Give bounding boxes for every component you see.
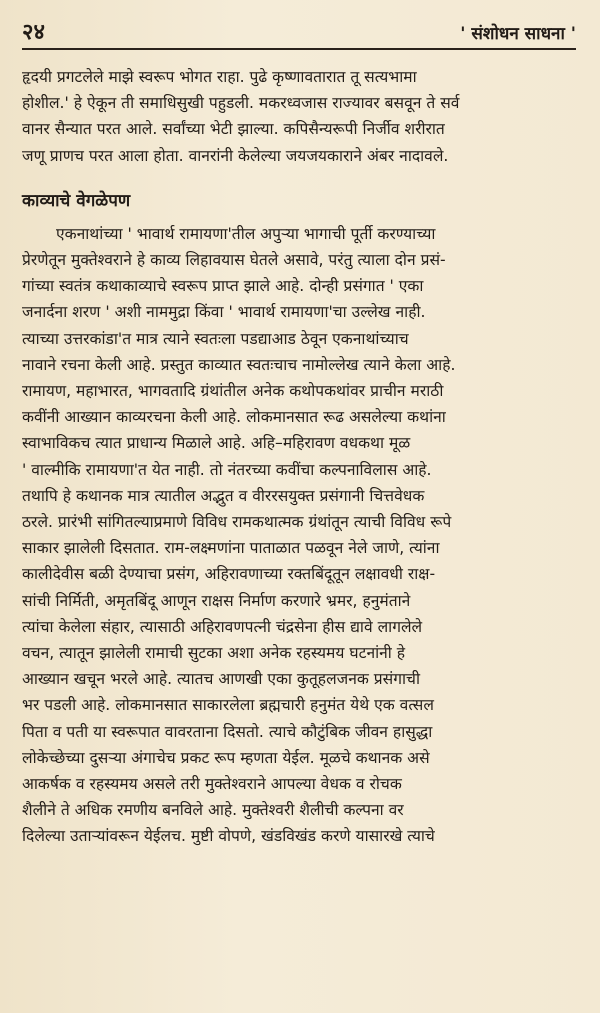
section-heading: काव्याचे वेगळेपण (22, 190, 131, 211)
text-line: तथापि हे कथानक मात्र त्यातील अद्भुत व वीररसयुक्त प्रसंगानी चित्तवेधक (22, 486, 425, 505)
text-line: होशील.' हे ऐकून ती समाधिसुखी पहुडली. मकरध्वजास राज्यावर बसवून ते सर्व (22, 94, 460, 113)
text-line: एकनाथांच्या ' भावार्थ रामायणा'तील अपुऱ्या भागाची पूर्ती करण्याच्या (56, 224, 436, 243)
text-line: त्याच्या उत्तरकांडा'त मात्र त्याने स्वतःला पडद्याआड ठेवून एकनाथांच्याच (22, 329, 409, 348)
text-line: रामायण, महाभारत, भागवतादि ग्रंथांतील अनेक कथोपकथांवर प्राचीन मराठी (22, 382, 444, 401)
text-line: दिलेल्या उताऱ्यांवरून येईलच. मुष्टी वोपणे, खंडविखंड करणे यासारखे त्याचे (22, 827, 435, 846)
text-line: शैलीने ते अधिक रमणीय बनविले आहे. मुक्तेश्वरी शैलीची कल्पना वर (22, 801, 404, 820)
text-line: नावाने रचना केली आहे. प्रस्तुत काव्यात स्वतःचाच नामोल्लेख त्याने केला आहे. (22, 355, 456, 374)
running-title: ' संशोधन साधना ' (460, 24, 576, 44)
page-header (22, 14, 576, 50)
text-line: प्रेरणेतून मुक्तेश्वराने हे काव्य लिहावयास घेतले असावे, परंतु त्याला दोन प्रसं- (22, 251, 446, 270)
text-line: जनार्दना शरण ' अशी नाममुद्रा किंवा ' भावार्थ रामायणा'चा उल्लेख नाही. (22, 303, 426, 322)
page-number: २४ (22, 20, 45, 45)
text-line: आकर्षक व रहस्यमय असले तरी मुक्तेश्वराने आपल्या वेधक व रोचक (22, 775, 402, 794)
text-line: कालीदेवीस बळी देण्याचा प्रसंग, अहिरावणाच्या रक्तबिंदूतून लक्षावधी राक्ष- (22, 565, 436, 584)
text-line: सांची निर्मिती, अमृतबिंदू आणून राक्षस निर्माण करणारे भ्रमर, हनुमंताने (22, 591, 411, 610)
text-line: साकार झालेली दिसतात. राम-लक्ष्मणांना पाताळात पळवून नेले जाणे, त्यांना (22, 539, 440, 558)
text-line: त्यांचा केलेला संहार, त्यासाठी अहिरावणपत्नी चंद्रसेना हीस द्यावे लागलेले (22, 617, 423, 636)
text-line: आख्यान खचून भरले आहे. त्यातच आणखी एका कुतूहलजनक प्रसंगाची (22, 670, 420, 689)
text-line: स्वाभाविकच त्यात प्राधान्य मिळाले आहे. अहि–महिरावण वधकथा मूळ (22, 434, 411, 453)
paragraph-1 (22, 64, 576, 169)
text-line: कवींनी आख्यान काव्यरचना केली आहे. लोकमानसात रूढ असलेल्या कथांना (22, 408, 446, 427)
text-line: वानर सैन्यात परत आले. सर्वांच्या भेटी झाल्या. कपिसैन्यरूपी निर्जीव शरीरात (22, 120, 445, 139)
text-line: लोकेच्छेच्या दुसऱ्या अंगाचेच प्रकट रूप म्हणता येईल. मूळचे कथानक असे (22, 748, 430, 767)
text-line: पिता व पती या स्वरूपात वावरताना दिसतो. त्याचे कौटुंबिक जीवन हासुद्धा (22, 722, 433, 741)
text-line: ' वाल्मीकि रामायणा'त येत नाही. तो नंतरच्या कवींचा कल्पनाविलास आहे. (22, 460, 432, 479)
text-line: ठरले. प्रारंभी सांगितल्याप्रमाणे विविध रामकथात्मक ग्रंथांतून त्याची विविध रूपे (22, 513, 452, 532)
text-line: भर पडली आहे. लोकमानसात साकारलेला ब्रह्मचारी हनुमंत येथे एक वत्सल (22, 696, 434, 715)
text-line: गांच्या स्वतंत्र कथाकाव्याचे स्वरूप प्राप्त झाले आहे. दोन्ही प्रसंगात ' एका (22, 277, 424, 296)
text-line: जणू प्राणच परत आला होता. वानरांनी केलेल्या जयजयकाराने अंबर नादावले. (22, 146, 449, 165)
paragraph-2 (22, 221, 576, 850)
text-line: वचन, त्यातून झालेली रामाची सुटका अशा अनेक रहस्यमय घटनांनी हे (22, 644, 406, 663)
text-line: हृदयी प्रगटलेले माझे स्वरूप भोगत राहा. पुढे कृष्णावतारात तू सत्यभामा (22, 68, 417, 86)
